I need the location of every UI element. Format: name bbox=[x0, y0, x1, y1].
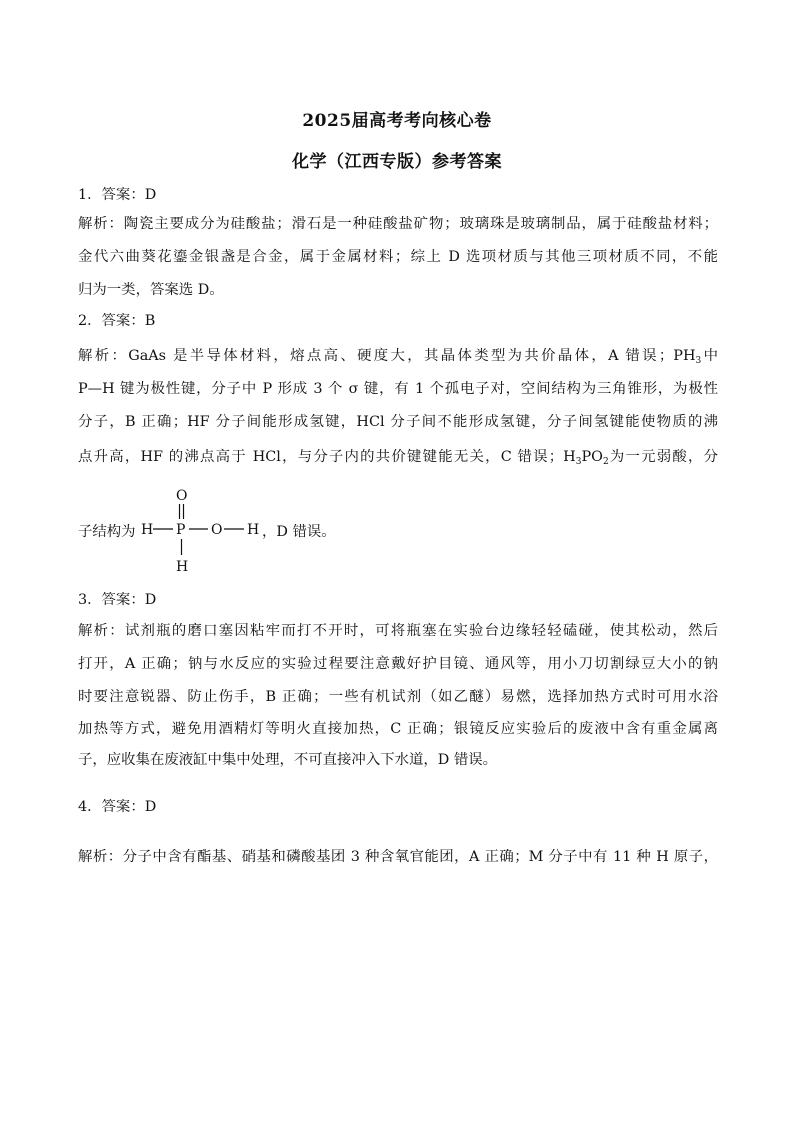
q2-explanation-line bbox=[78, 447, 718, 467]
q3-explanation-line: 子，应收集在废液缸中集中处理，不可直接冲入下水道，D 错误。 bbox=[78, 752, 498, 768]
q1-explanation-line: 解析：陶瓷主要成分为硅酸盐；滑石是一种硅酸盐矿物；玻璃珠是玻璃制品，属于硅酸盐材料； bbox=[78, 216, 718, 232]
structure-atom-h-right: H bbox=[247, 522, 260, 538]
q4-answer: 4．答案：D bbox=[78, 799, 157, 815]
q3-explanation-line: 打开，A 正确；钠与水反应的实验过程要注意戴好护目镜、通风等，用小刀切割绿豆大小的钠 bbox=[78, 656, 718, 672]
q3-explanation-line: 解析：试剂瓶的磨口塞因粘牢而打不开时，可将瓶塞在实验台边缘轻轻磕碰，使其松动，然后 bbox=[78, 623, 718, 639]
q2-line4-text: 为一元弱酸，分 bbox=[608, 449, 718, 465]
q2-line4-text: 点升高，HF 的沸点高于 HCl，与分子内的共价键键能无关，C 错误；H bbox=[78, 449, 576, 465]
q2-structure-suffix: ，D 错误。 bbox=[262, 524, 336, 540]
q3-answer: 3．答案：D bbox=[78, 592, 157, 608]
q3-explanation-line: 加热等方式，避免用酒精灯等明火直接加热，C 正确；银镜反应实验后的废液中含有重金属离 bbox=[78, 721, 718, 737]
q2-explanation-line: P—H 键为极性键，分子中 P 形成 3 个 σ 键，有 1 个孤电子对，空间结构为三角锥形，为极性 bbox=[78, 381, 718, 397]
q1-explanation-line: 归为一类，答案选 D。 bbox=[78, 282, 224, 298]
q4-explanation-line: 解析：分子中含有酯基、硝基和磷酸基团 3 种含氧官能团，A 正确；M 分子中有 11 种 H 原子， bbox=[78, 849, 718, 865]
q1-answer: 1．答案：D bbox=[78, 187, 157, 203]
q2-line1-subscript: 3 bbox=[695, 356, 702, 366]
page-subtitle: 化学（江西专版）参考答案 bbox=[292, 152, 502, 172]
q2-answer: 2．答案：B bbox=[78, 313, 156, 329]
q2-line1-text: 解析：GaAs 是半导体材料，熔点高、硬度大，其晶体类型为共价晶体，A 错误；PH bbox=[78, 348, 696, 364]
structure-atom-h-left: H bbox=[141, 522, 154, 538]
q2-line4-subscript: 2 bbox=[602, 457, 609, 467]
page-title: 2025届高考考向核心卷 bbox=[302, 111, 492, 131]
q2-line4-subscript: 3 bbox=[575, 457, 582, 467]
q2-explanation-line: 分子，B 正确；HF 分子间能形成氢键，HCl 分子间不能形成氢键，分子间氢键能使物质的沸 bbox=[78, 414, 718, 430]
q2-explanation-line bbox=[78, 346, 718, 366]
q3-explanation-line: 时要注意锐器、防止伤手，B 正确；一些有机试剂（如乙醚）易燃，选择加热方式时可用水浴 bbox=[78, 689, 718, 705]
structure-atom-h-bottom: H bbox=[176, 559, 189, 575]
q2-structure-prefix: 子结构为 bbox=[78, 524, 136, 540]
q2-line1-tail: 中 bbox=[701, 348, 718, 364]
structure-atom-p: P bbox=[176, 522, 186, 538]
q2-line4-text: PO bbox=[581, 449, 603, 465]
structure-atom-o-right: O bbox=[211, 522, 223, 538]
q1-explanation-line: 金代六曲葵花鎏金银盏是合金，属于金属材料；综上 D 选项材质与其他三项材质不同，不能 bbox=[78, 249, 718, 265]
structure-atom-o-top: O bbox=[176, 488, 188, 504]
